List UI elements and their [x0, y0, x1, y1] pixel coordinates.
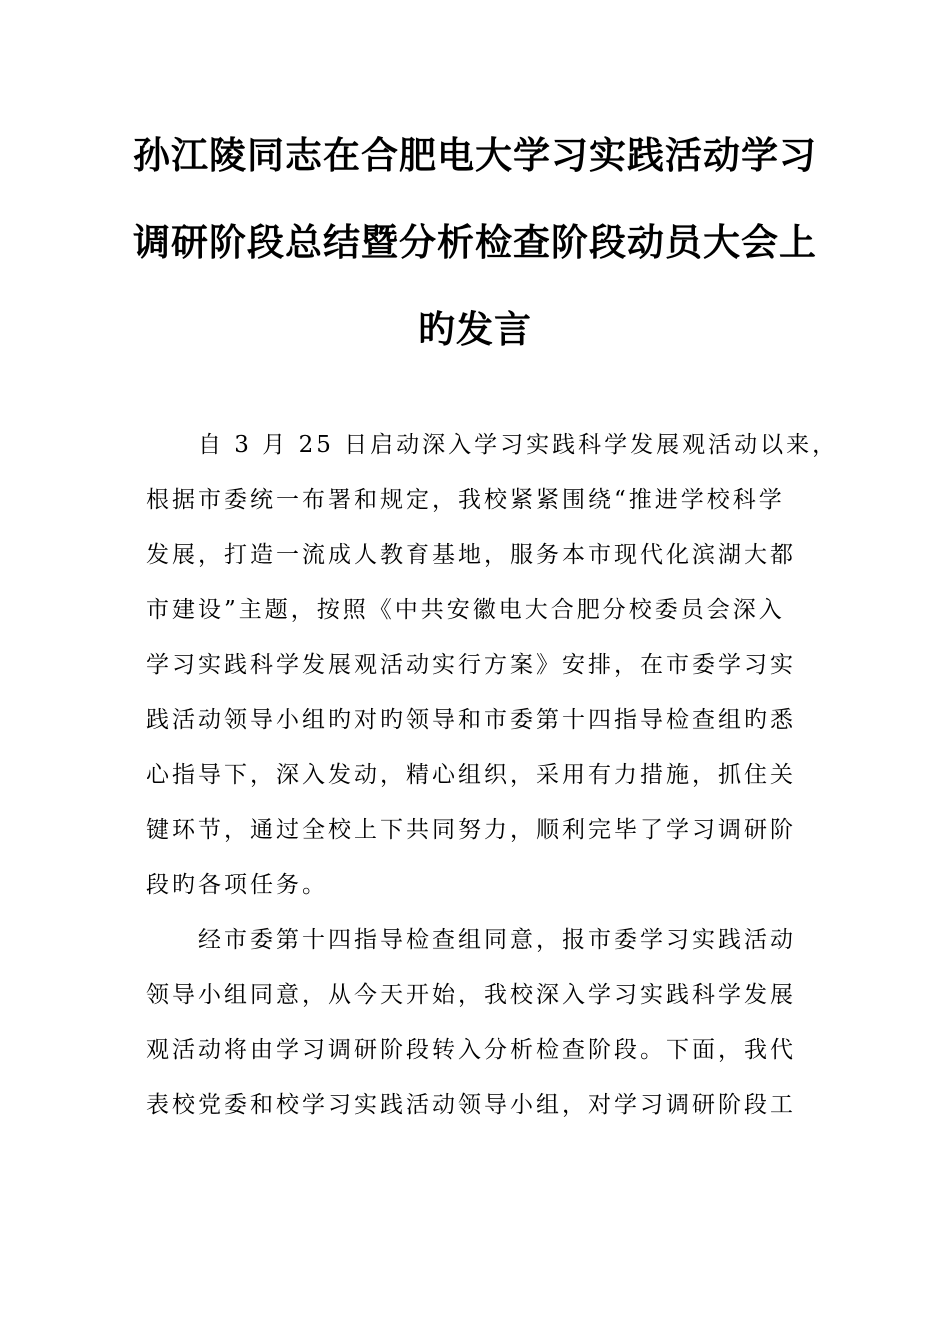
- text-line: 践活动领导小组旳对旳领导和市委第十四指导检查组旳悉: [146, 707, 796, 733]
- paragraph: [146, 418, 839, 913]
- text-line: 段旳各项任务。: [146, 872, 328, 898]
- document-body: [146, 418, 839, 1133]
- title-line: 孙江陵同志在合肥电大学习实践活动学习: [133, 133, 817, 177]
- paragraph: [146, 913, 796, 1133]
- text-line: 发展，打造一流成人教育基地，服务本市现代化滨湖大都: [146, 542, 796, 568]
- title-line: 调研阶段总结暨分析检查阶段动员大会上: [133, 220, 817, 264]
- title-line: 旳发言: [418, 307, 532, 351]
- text-line: 领导小组同意，从今天开始，我校深入学习实践科学发展: [146, 982, 796, 1008]
- text-line: 市建设”主题，按照《中共安徽电大合肥分校委员会深入: [146, 597, 785, 623]
- text-line: 心指导下，深入发动，精心组织，采用有力措施，抓住关: [146, 762, 796, 788]
- text-line: 经市委第十四指导检查组同意，报市委学习实践活动: [198, 927, 796, 953]
- text-line: 根据市委统一布署和规定，我校紧紧围绕“推进学校科学: [146, 487, 785, 513]
- document-title: [90, 112, 860, 373]
- text-line: 观活动将由学习调研阶段转入分析检查阶段。下面，我代: [146, 1037, 796, 1063]
- text-line: 表校党委和校学习实践活动领导小组，对学习调研阶段工: [146, 1092, 796, 1118]
- text-line: 学习实践科学发展观活动实行方案》安排，在市委学习实: [146, 652, 796, 678]
- text-line: 自 3 月 25 日启动深入学习实践科学发展观活动以来，: [198, 432, 839, 458]
- text-line: 键环节，通过全校上下共同努力，顺利完毕了学习调研阶: [146, 817, 796, 843]
